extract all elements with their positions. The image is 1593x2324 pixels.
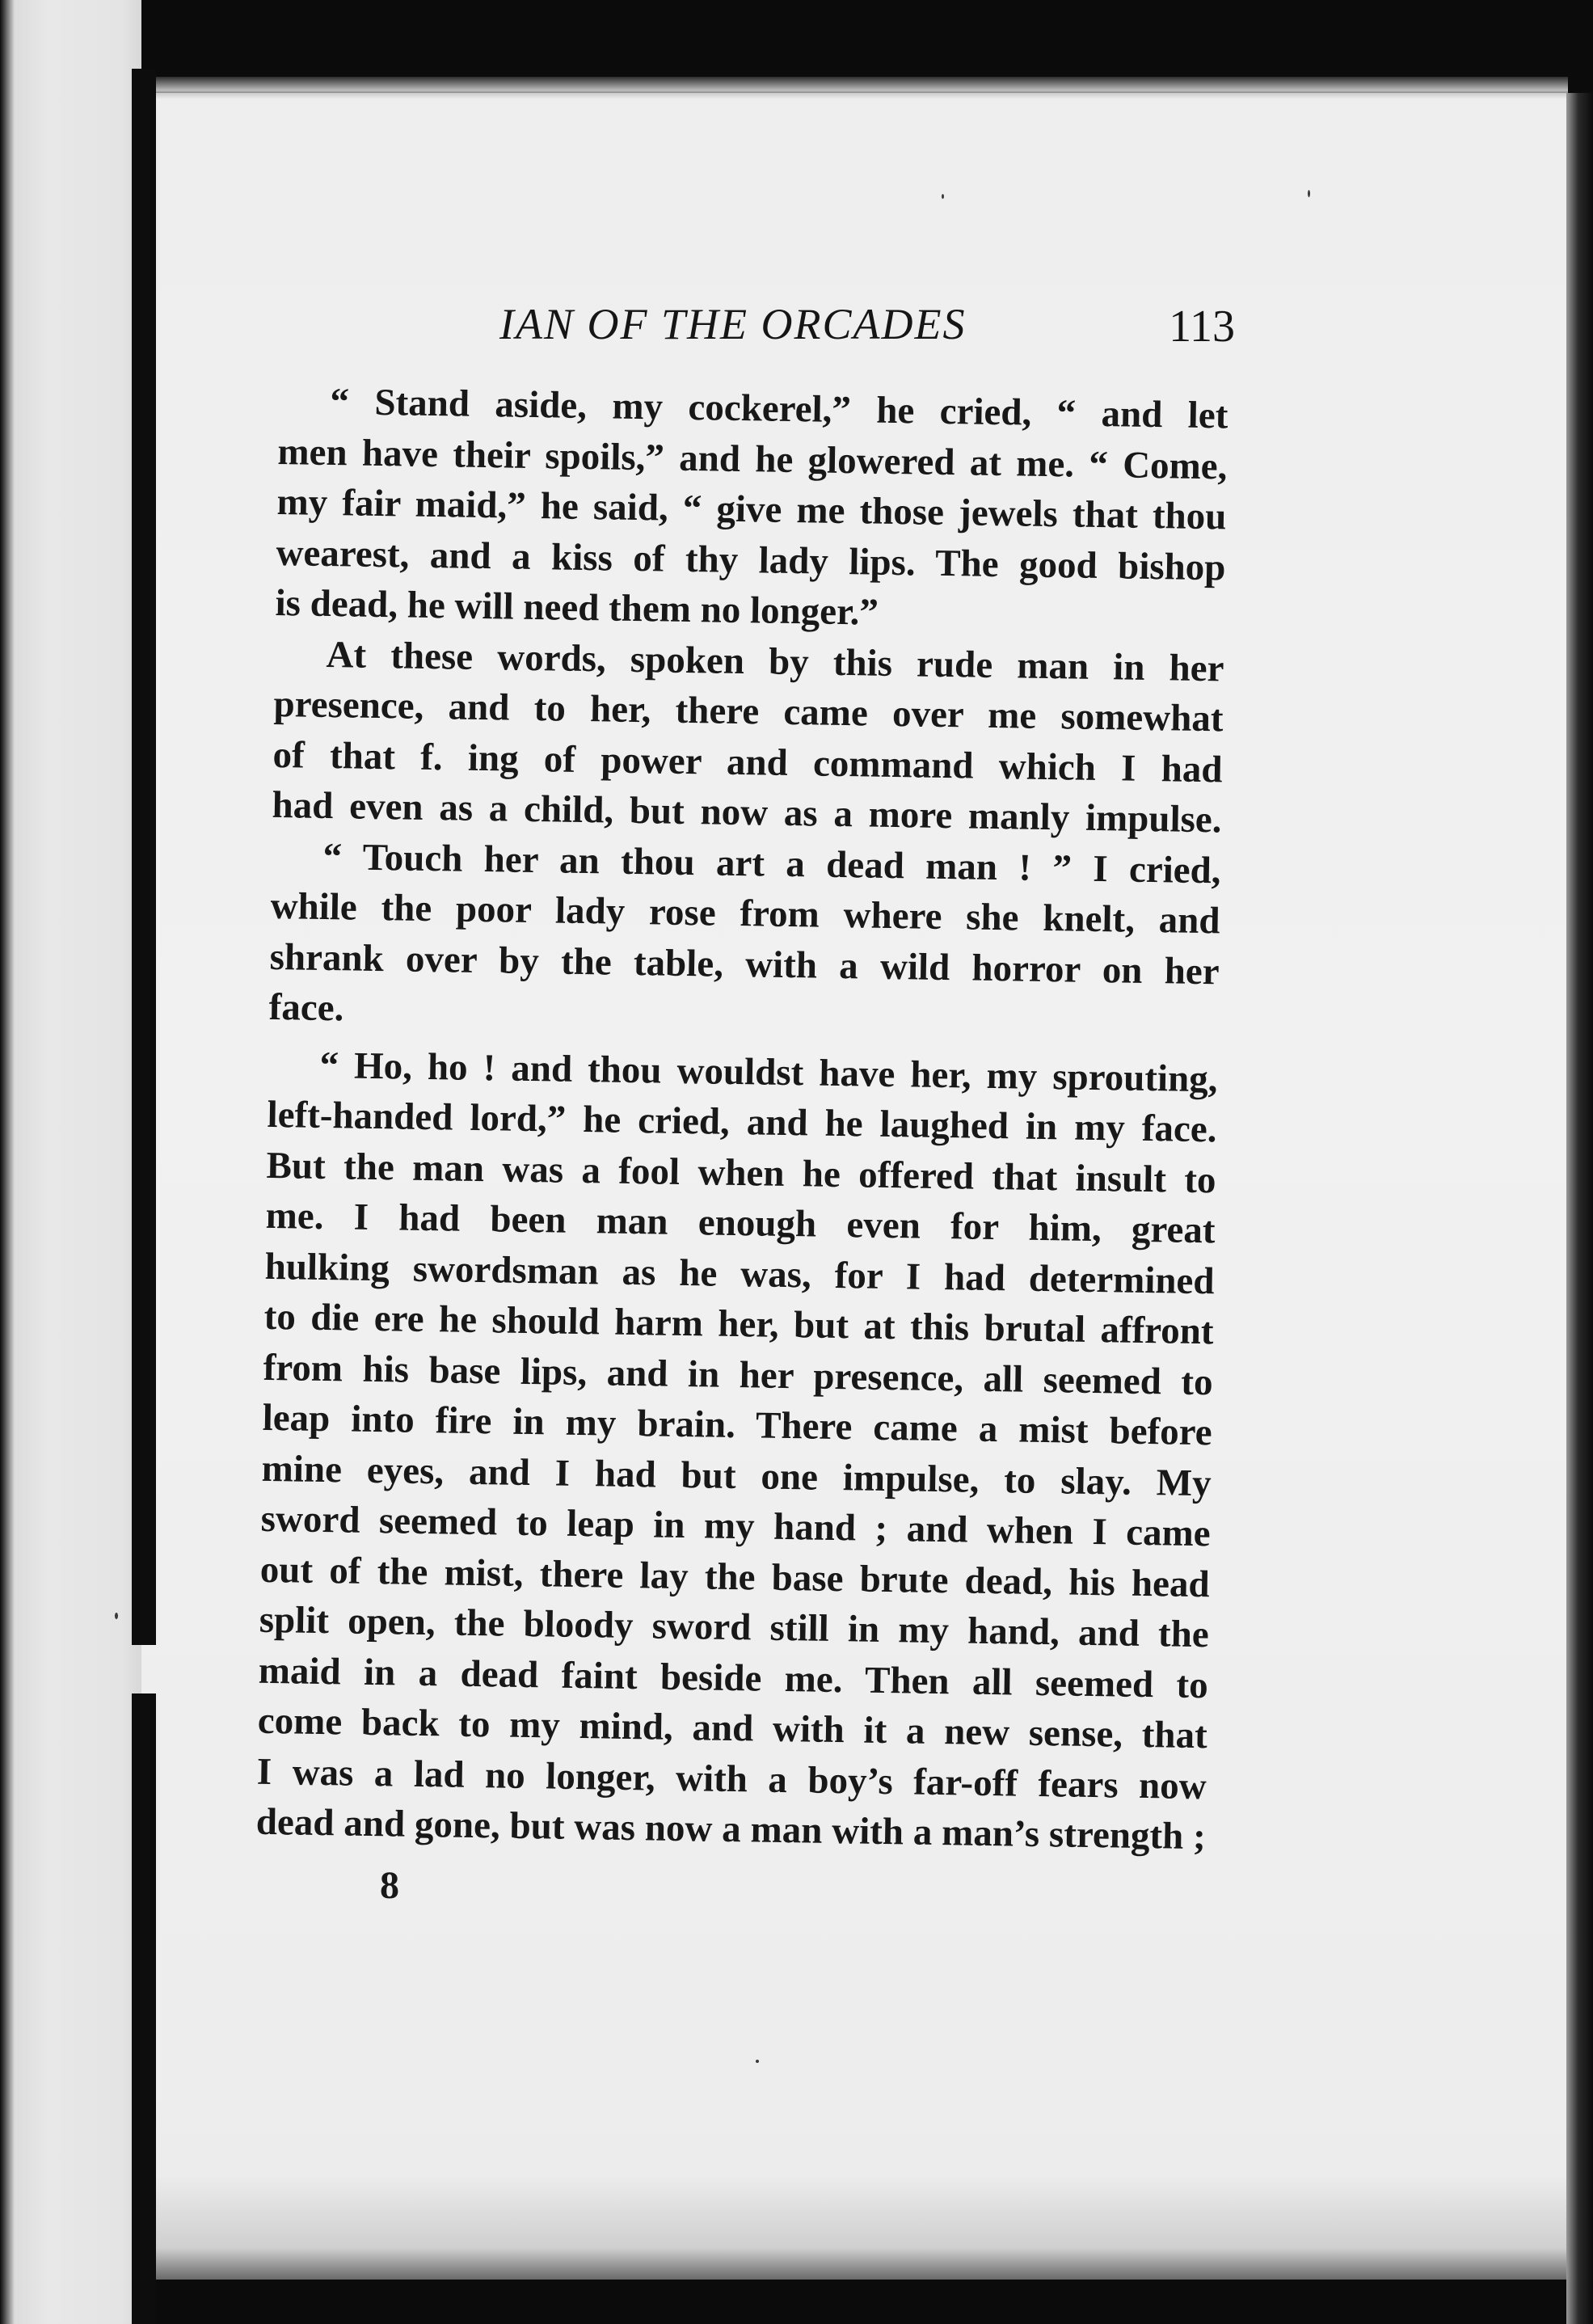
text-line: hulking swordsman as he was, for I had determined [264, 1245, 1215, 1302]
signature-mark: 8 [380, 1864, 399, 1907]
paper-speck [1308, 190, 1310, 197]
book-spine-upper [132, 69, 156, 1645]
text-line: “ Stand aside, my cockerel,” he cried, “ and let [330, 381, 1228, 437]
text-line: leap into fire in my brain. There came a mist before [262, 1396, 1213, 1454]
text-line: from his base lips, and in her presence, all seemed to [263, 1346, 1213, 1403]
text-line: At these words, spoken by this rude man in her [326, 633, 1224, 690]
top-edge-shadow [141, 77, 1568, 99]
text-line: me. I had been man enough even for him, great [265, 1194, 1216, 1252]
paper-speck [942, 194, 944, 199]
text-line: “ Ho, ho ! and thou wouldst have her, my sprouting, [319, 1044, 1218, 1100]
text-line: had even as a child, but now as a more manly impulse. [272, 783, 1222, 841]
paper-speck [756, 2060, 759, 2063]
text-line: maid in a dead faint beside me. Then all seemed to [258, 1649, 1209, 1706]
page-number: 113 [1169, 302, 1235, 352]
body-text [255, 376, 1228, 1862]
text-line: come back to my mind, and with it a new sense, that [257, 1699, 1208, 1757]
facing-page-margin [0, 0, 141, 2324]
bottom-edge-shadow [141, 2174, 1568, 2280]
text-line: to die ere he should harm her, but at this brutal affront [263, 1295, 1214, 1353]
running-header [499, 299, 1235, 364]
text-line: shrank over by the table, with a wild horror on her [269, 935, 1220, 993]
text-line: my fair maid,” he said, “ give me those jewels that thou [276, 480, 1227, 538]
text-line: dead and gone, but was now a man with a man’s strength ; [255, 1800, 1207, 1858]
text-line: But the man was a fool when he offered that insult to [266, 1144, 1216, 1201]
right-edge-shadow [1566, 93, 1593, 2324]
text-line: out of the mist, there lay the base brute dead, his head [259, 1548, 1211, 1605]
text-line: split open, the bloody sword still in my hand, and the [259, 1598, 1210, 1656]
text-line: presence, and to her, there came over me somewhat [273, 682, 1224, 740]
text-line: is dead, he will need them no longer.” [275, 581, 879, 634]
text-line: of that f. ing of power and command which I had [272, 733, 1223, 791]
text-line: face. [268, 985, 344, 1030]
text-line: wearest, and a kiss of thy lady lips. The good bishop [276, 531, 1226, 588]
text-line: men have their spoils,” and he glowered at me. “ Come, [277, 430, 1228, 487]
text-line: mine eyes, and I had but one impulse, to slay. My [261, 1447, 1212, 1504]
paper-speck [115, 1613, 118, 1619]
running-title: IAN OF THE ORCADES [499, 300, 967, 348]
text-line: “ Touch her an thou art a dead man ! ” I cried, [322, 835, 1221, 892]
text-line: I was a lad no longer, with a boy’s far-off fears now [256, 1750, 1207, 1807]
text-line: left-handed lord,” he cried, and he laughed in my face. [267, 1093, 1217, 1151]
book-spine-lower [132, 1693, 156, 2324]
text-line: sword seemed to leap in my hand ; and when I came [260, 1497, 1212, 1555]
text-line: while the poor lady rose from where she knelt, and [270, 884, 1220, 943]
